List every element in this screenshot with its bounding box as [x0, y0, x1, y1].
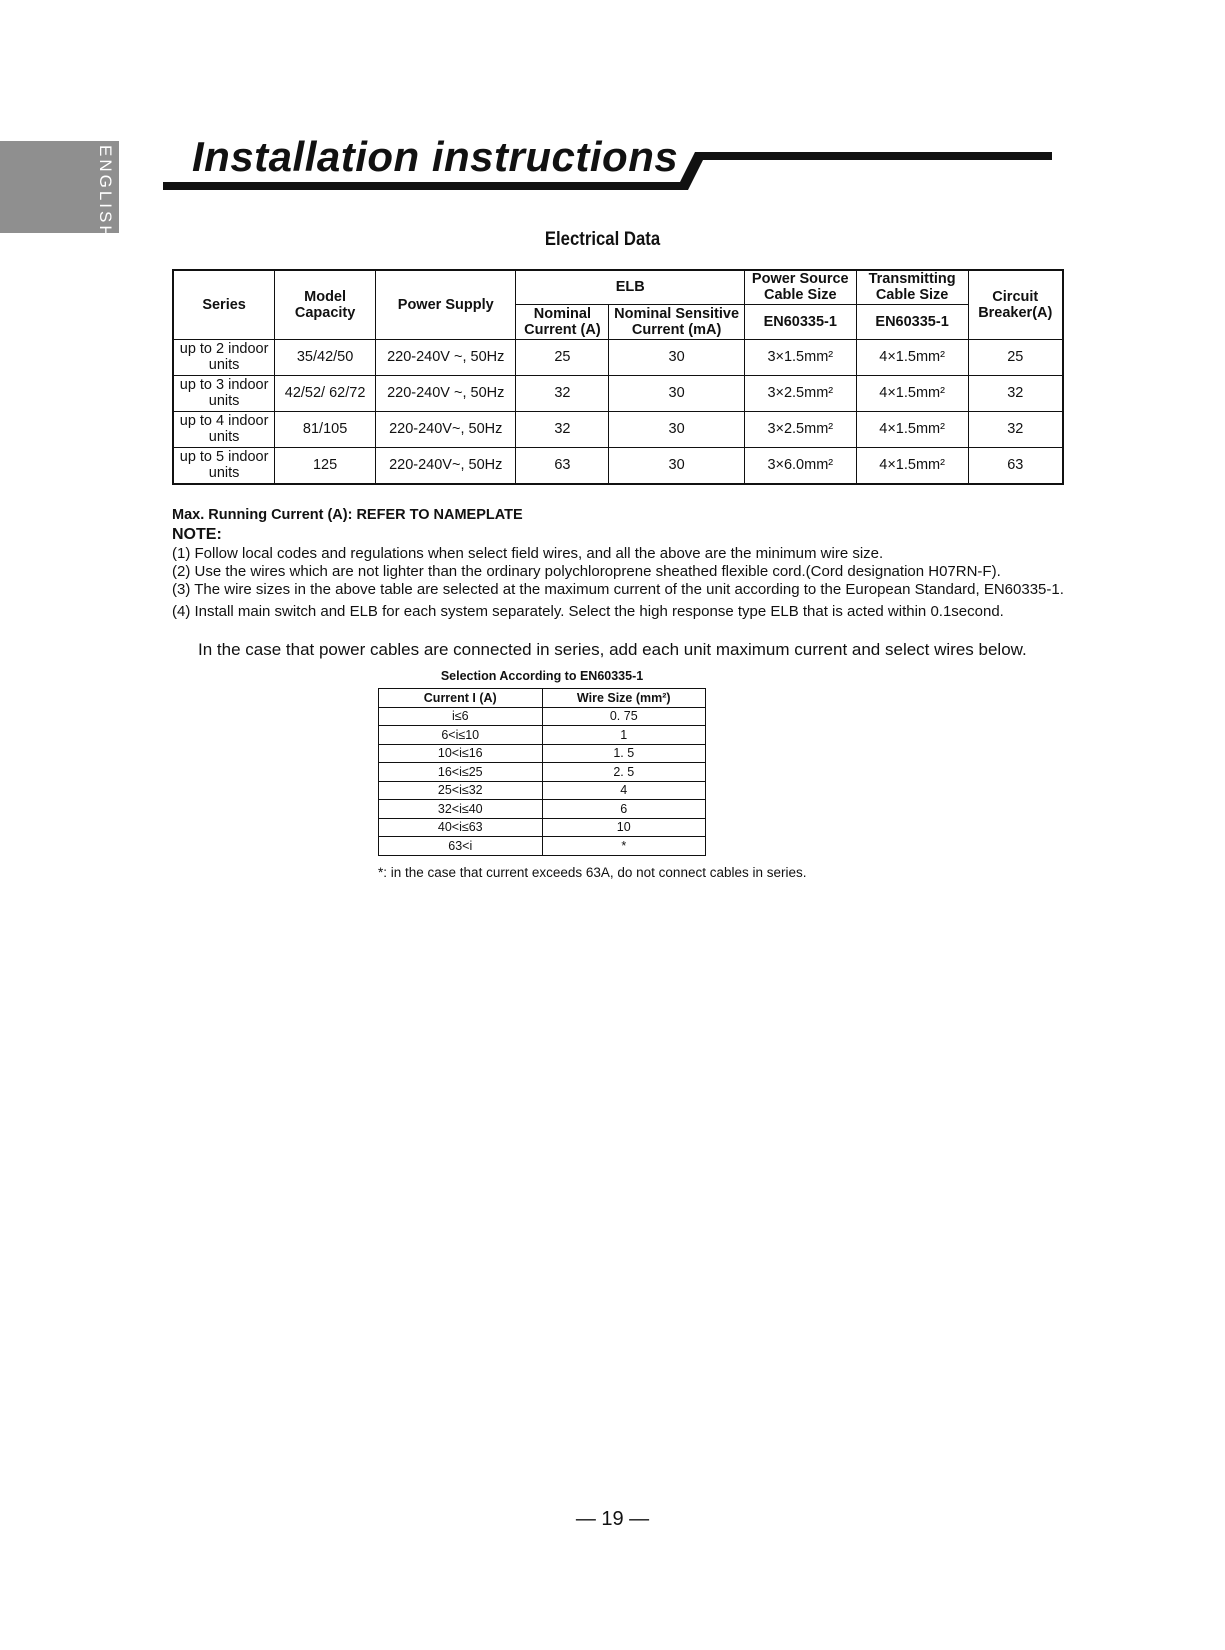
- note-item: (3) The wire sizes in the above table are selected at the maximum current of the unit according to the European Standard, EN60335-1.: [172, 581, 1064, 598]
- cell-capacity: 35/42/50: [275, 339, 376, 375]
- cell-nominal-sensitive: 30: [609, 411, 745, 447]
- cell-power-cable: 3×1.5mm²: [744, 339, 856, 375]
- cell-current: 10<i≤16: [379, 744, 543, 763]
- cell-series: up to 5 indoor units: [173, 447, 275, 484]
- header-standard-transmit: EN60335-1: [856, 304, 968, 339]
- cell-series: up to 2 indoor units: [173, 339, 275, 375]
- header-nominal-sensitive: Nominal Sensitive Current (mA): [609, 304, 745, 339]
- cell-nominal-current: 63: [516, 447, 609, 484]
- header-series: Series: [173, 270, 275, 339]
- table-row: [379, 726, 706, 745]
- cell-current: 40<i≤63: [379, 818, 543, 837]
- header-current: Current I (A): [379, 689, 543, 708]
- cell-power-cable: 3×2.5mm²: [744, 375, 856, 411]
- notes-section: [172, 506, 1072, 621]
- header-elb: ELB: [516, 270, 744, 304]
- cell-current: 16<i≤25: [379, 763, 543, 782]
- table-row: [379, 818, 706, 837]
- cell-transmit-cable: 4×1.5mm²: [856, 447, 968, 484]
- table-row: [173, 411, 1063, 447]
- table-row: [379, 707, 706, 726]
- header-power-source-cable: Power Source Cable Size: [744, 270, 856, 304]
- series-connection-note: In the case that power cables are connected in series, add each unit maximum current and select wires below.: [198, 640, 1027, 659]
- cell-breaker: 32: [968, 375, 1063, 411]
- note-item: (4) Install main switch and ELB for each system separately. Select the high response type ELB that is acted within 0.1second.: [172, 603, 1004, 620]
- cell-wire-size: 0. 75: [542, 707, 706, 726]
- table-row: [173, 339, 1063, 375]
- header-nominal-current: Nominal Current (A): [516, 304, 609, 339]
- header-wire-size: Wire Size (mm²): [542, 689, 706, 708]
- cell-nominal-current: 32: [516, 411, 609, 447]
- note-label: NOTE:: [172, 526, 222, 543]
- cell-nominal-sensitive: 30: [609, 375, 745, 411]
- cell-current: i≤6: [379, 707, 543, 726]
- cell-breaker: 32: [968, 411, 1063, 447]
- cell-wire-size: 1. 5: [542, 744, 706, 763]
- cell-power-cable: 3×2.5mm²: [744, 411, 856, 447]
- max-running-current: Max. Running Current (A): REFER TO NAMEPLATE: [172, 507, 523, 523]
- cell-wire-size: 1: [542, 726, 706, 745]
- cell-current: 6<i≤10: [379, 726, 543, 745]
- header-rule: [0, 0, 1225, 200]
- language-tab-label: ENGLISH: [96, 145, 115, 241]
- selection-table-caption: Selection According to EN60335-1: [440, 669, 644, 683]
- cell-wire-size: 10: [542, 818, 706, 837]
- cell-current: 63<i: [379, 837, 543, 856]
- page-title: Installation instructions: [192, 133, 679, 180]
- cell-transmit-cable: 4×1.5mm²: [856, 339, 968, 375]
- table-row: [379, 781, 706, 800]
- cell-power-supply: 220-240V~, 50Hz: [375, 411, 516, 447]
- cell-capacity: 42/52/ 62/72: [275, 375, 376, 411]
- table-row: [379, 800, 706, 819]
- cell-wire-size: 6: [542, 800, 706, 819]
- header-transmitting-cable: Transmitting Cable Size: [856, 270, 968, 304]
- cell-series: up to 4 indoor units: [173, 411, 275, 447]
- table-row: [173, 375, 1063, 411]
- selection-table: [378, 688, 706, 856]
- table-row: [173, 447, 1063, 484]
- cell-wire-size: *: [542, 837, 706, 856]
- page-number: — 19 —: [575, 1508, 650, 1530]
- cell-nominal-current: 32: [516, 375, 609, 411]
- cell-capacity: 81/105: [275, 411, 376, 447]
- cell-series: up to 3 indoor units: [173, 375, 275, 411]
- electrical-data-title: Electrical Data: [544, 229, 661, 250]
- cell-transmit-cable: 4×1.5mm²: [856, 411, 968, 447]
- cell-wire-size: 2. 5: [542, 763, 706, 782]
- cell-nominal-sensitive: 30: [609, 447, 745, 484]
- header-standard-power: EN60335-1: [744, 304, 856, 339]
- cell-capacity: 125: [275, 447, 376, 484]
- cell-current: 25<i≤32: [379, 781, 543, 800]
- cell-current: 32<i≤40: [379, 800, 543, 819]
- cell-breaker: 63: [968, 447, 1063, 484]
- cell-power-supply: 220-240V ~, 50Hz: [375, 339, 516, 375]
- header-model-capacity: Model Capacity: [275, 270, 376, 339]
- electrical-data-table: [172, 269, 1064, 485]
- table-row: [379, 763, 706, 782]
- cell-transmit-cable: 4×1.5mm²: [856, 375, 968, 411]
- cell-power-supply: 220-240V ~, 50Hz: [375, 375, 516, 411]
- cell-breaker: 25: [968, 339, 1063, 375]
- table-row: [379, 837, 706, 856]
- table-row: [379, 744, 706, 763]
- cell-nominal-current: 25: [516, 339, 609, 375]
- cell-power-cable: 3×6.0mm²: [744, 447, 856, 484]
- selection-footnote: *: in the case that current exceeds 63A, do not connect cables in series.: [378, 865, 807, 880]
- header-power-supply: Power Supply: [375, 270, 516, 339]
- note-item: (2) Use the wires which are not lighter than the ordinary polychloroprene sheathed flexible cord.(Cord designation H07RN-F).: [172, 563, 1001, 580]
- cell-power-supply: 220-240V~, 50Hz: [375, 447, 516, 484]
- header-circuit-breaker: Circuit Breaker(A): [968, 270, 1063, 339]
- note-item: (1) Follow local codes and regulations when select field wires, and all the above are the minimum wire size.: [172, 545, 884, 562]
- cell-wire-size: 4: [542, 781, 706, 800]
- cell-nominal-sensitive: 30: [609, 339, 745, 375]
